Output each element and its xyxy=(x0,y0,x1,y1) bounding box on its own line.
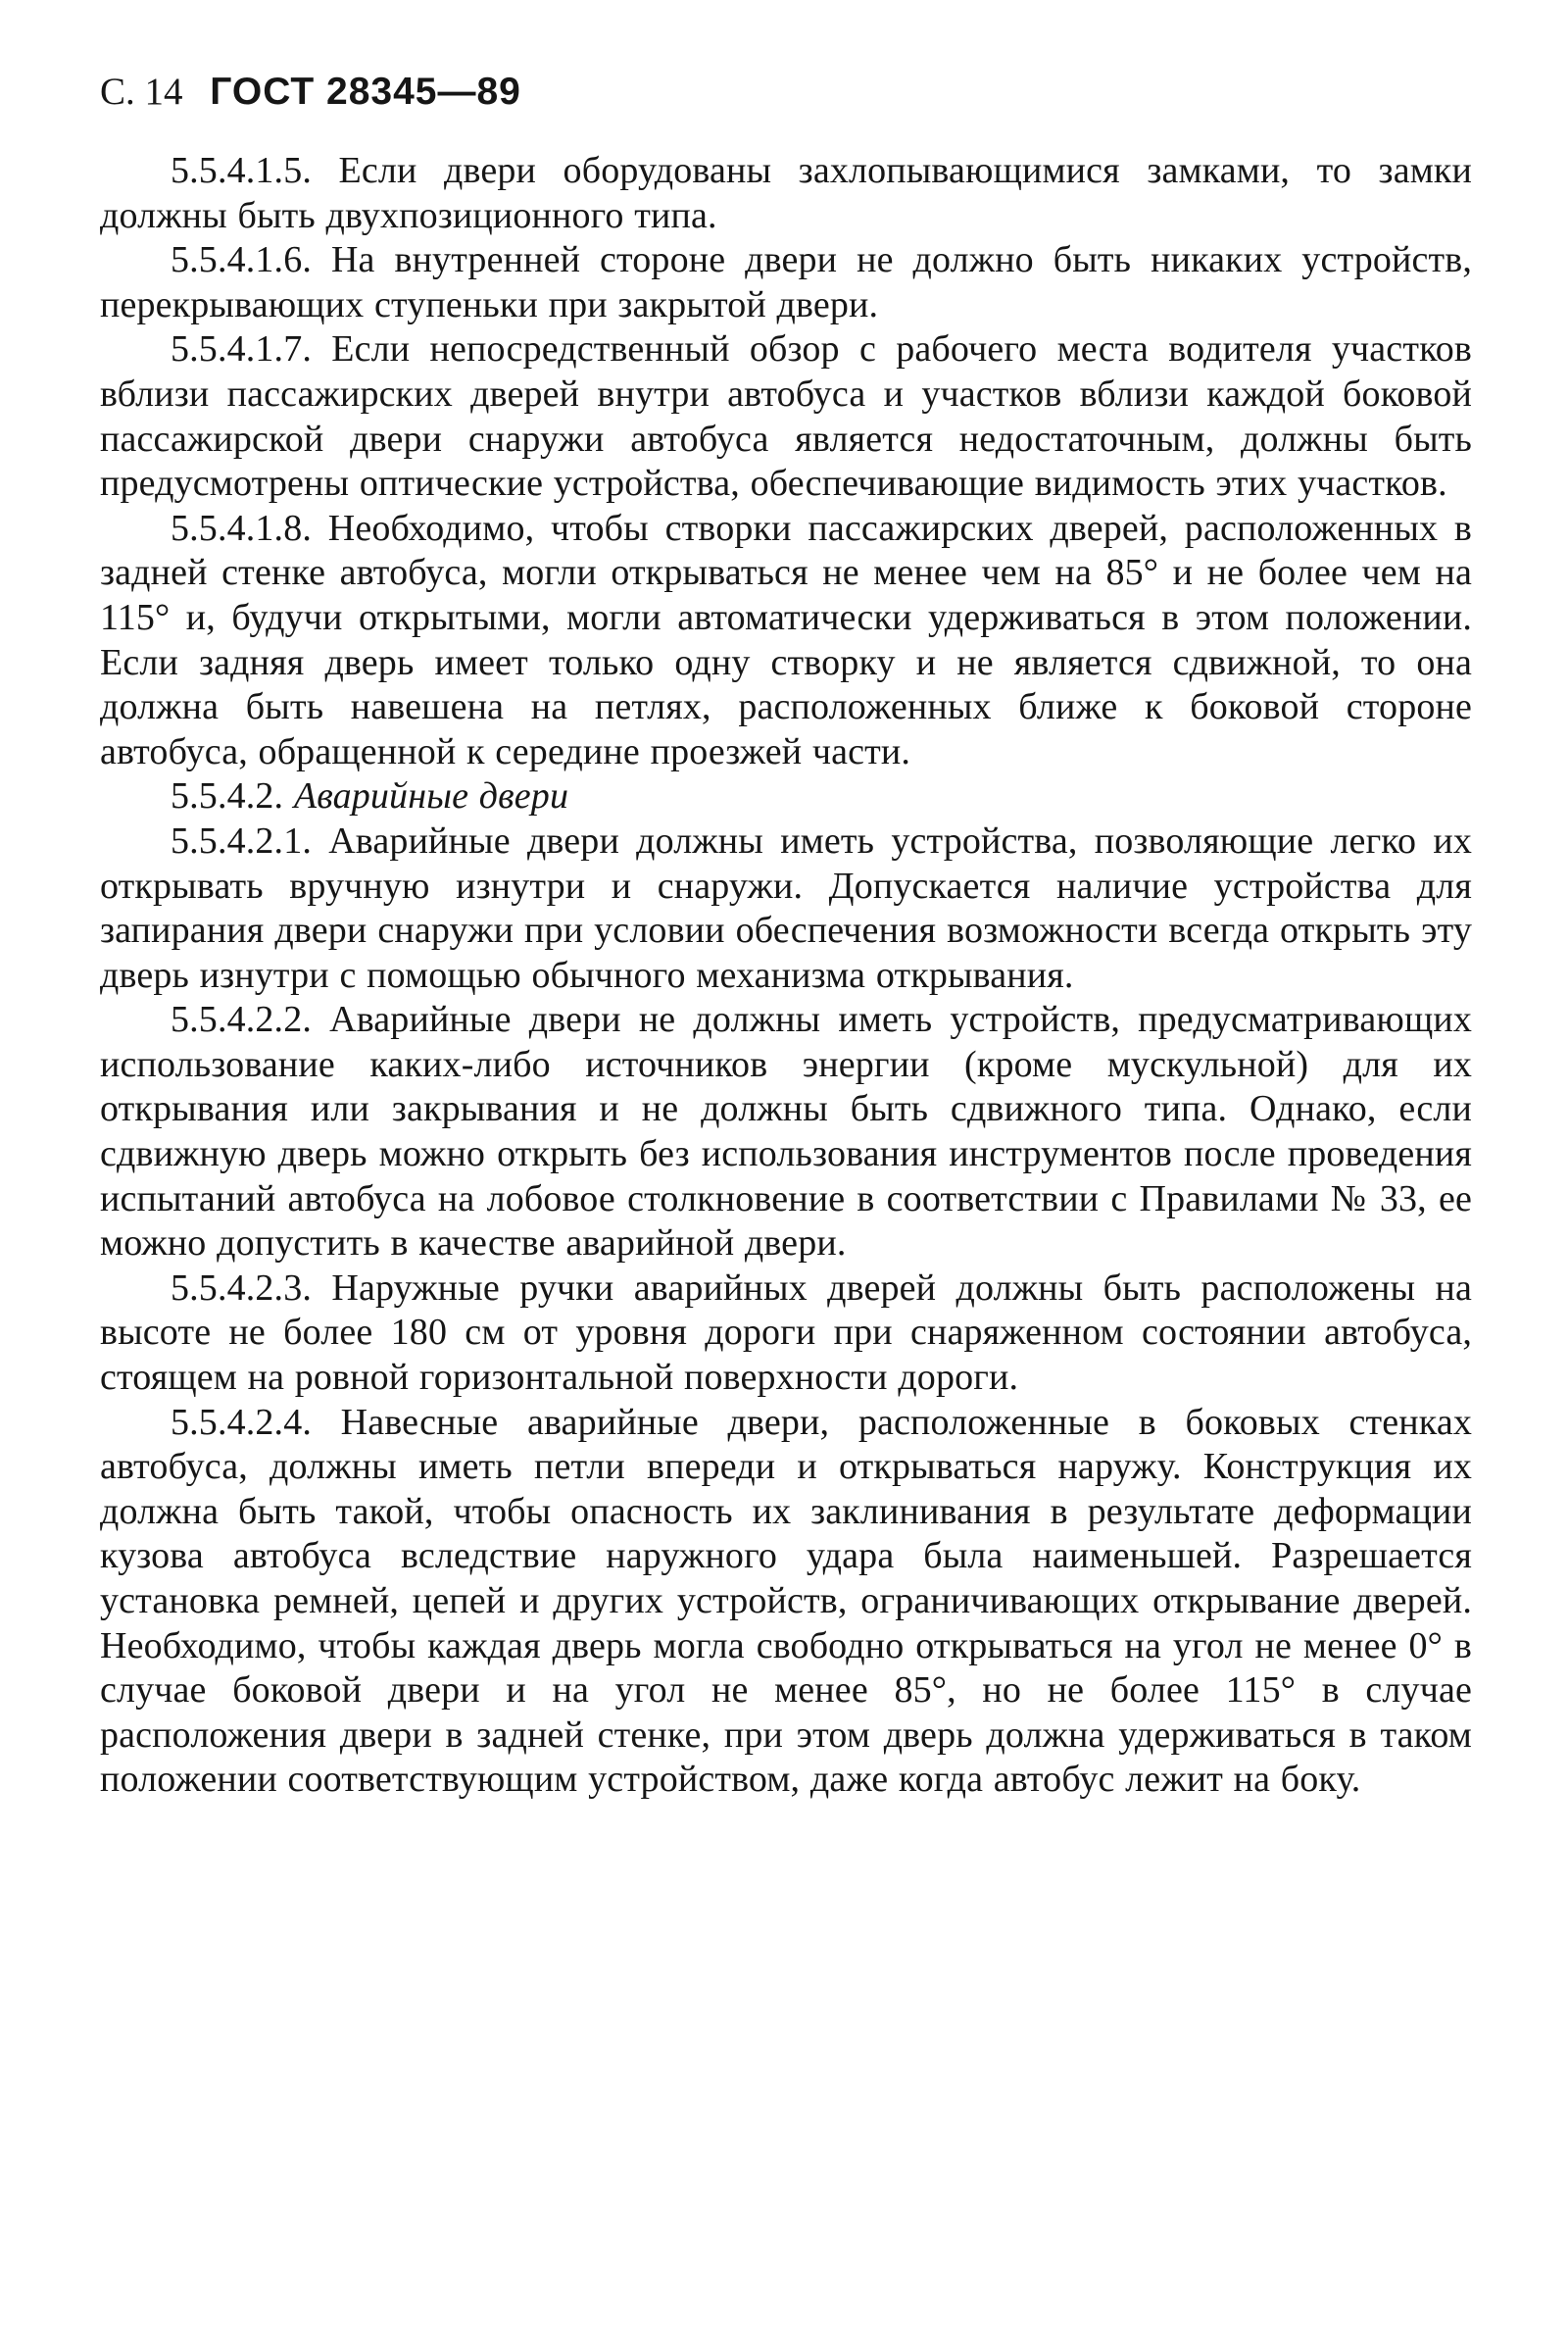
clause-number: 5.5.4.1.8. xyxy=(171,507,312,549)
clause-number: 5.5.4.1.7. xyxy=(171,328,312,371)
clause-5-5-4-2-1 xyxy=(100,819,1472,998)
clause-text: Наружные ручки аварийных дверей должны быть расположены на высоте не более 180 см от уровня дороги при снаряженном состоянии автобуса, стоящем на ровной горизонтальной поверхности дороги. xyxy=(100,1266,1472,1399)
page-number: С. 14 xyxy=(100,71,183,113)
clause-5-5-4-1-7 xyxy=(100,327,1472,506)
clause-5-5-4-1-8 xyxy=(100,507,1472,775)
section-title: Аварийные двери xyxy=(293,775,569,818)
clause-number: 5.5.4.1.6. xyxy=(171,239,312,281)
clause-text: Если непосредственный обзор с рабочего места водителя участков вблизи пассажирских дверей внутри автобуса и участков вблизи каждой боковой пассажирской двери снаружи автобуса является недостаточным, должны быть предусмотрены оптические устройства, обеспечивающие видимость этих участков. xyxy=(100,328,1473,505)
clause-number: 5.5.4.2.2. xyxy=(171,999,312,1041)
clause-number: 5.5.4.2.3. xyxy=(171,1266,312,1309)
clause-5-5-4-1-6 xyxy=(100,238,1472,327)
clause-5-5-4-1-5 xyxy=(100,149,1472,238)
clause-text: На внутренней стороне двери не должно быть никаких устройств, перекрывающих ступеньки при закрытой двери. xyxy=(100,239,1472,325)
document-page xyxy=(100,63,1472,1803)
section-number: 5.5.4.2. xyxy=(171,775,284,818)
clause-number: 5.5.4.2.4. xyxy=(171,1401,312,1443)
clause-text: Если двери оборудованы захлопывающимися замками, то замки должны быть двухпозиционного типа. xyxy=(100,150,1472,236)
clause-5-5-4-2-2 xyxy=(100,998,1472,1266)
clause-text: Аварийные двери должны иметь устройства, позволяющие легко их открывать вручную изнутри и снаружи. Допускается наличие устройства для запирания двери снаружи при условии обеспечения возможности всегда открыть эту дверь изнутри с помощью обычного механизма открывания. xyxy=(100,819,1472,996)
clause-number: 5.5.4.2.1. xyxy=(171,819,312,862)
clause-5-5-4-2-3 xyxy=(100,1266,1472,1401)
clause-number: 5.5.4.1.5. xyxy=(171,150,312,191)
page-header xyxy=(100,63,1472,122)
clause-5-5-4-2-4 xyxy=(100,1401,1472,1803)
standard-designation: ГОСТ 28345—89 xyxy=(210,71,521,113)
clause-text: Навесные аварийные двери, расположенные в боковых стенках автобуса, должны иметь петли впереди и открываться наружу. Конструкция их должна быть такой, чтобы опасность их заклинивания в результате деформации кузова автобуса вследствие наружного удара была наименьшей. Разрешается установка ремней, цепей и других устройств, ограничивающих открывание дверей. Необходимо, чтобы каждая дверь могла свободно открываться на угол не менее 0° в случае боковой двери и на угол не менее 85°, но не более 115° в случае расположения двери в задней стенке, при этом дверь должна удерживаться в таком положении соответствующим устройством, даже когда автобус лежит на боку. xyxy=(100,1401,1472,1801)
section-heading-emergency-doors xyxy=(100,774,1472,819)
clause-text: Аварийные двери не должны иметь устройств, предусматривающих использование каких-либо источников энергии (кроме мускульной) для их открывания или закрывания и не должны быть сдвижного типа. Однако, если сдвижную дверь можно открыть без использования инструментов после проведения испытаний автобуса на лобовое столкновение в соответствии с Правилами № 33, ее можно допустить в качестве аварийной двери. xyxy=(100,999,1472,1265)
clause-text: Необходимо, чтобы створки пассажирских дверей, расположенных в задней стенке автобуса, могли открываться не менее чем на 85° и не более чем на 115° и, будучи открытыми, могли автоматически удерживаться в этом положении. Если задняя дверь имеет только одну створку и не является сдвижной, то она должна быть навешена на петлях, расположенных ближе к боковой стороне автобуса, обращенной к середине проезжей части. xyxy=(100,507,1472,772)
